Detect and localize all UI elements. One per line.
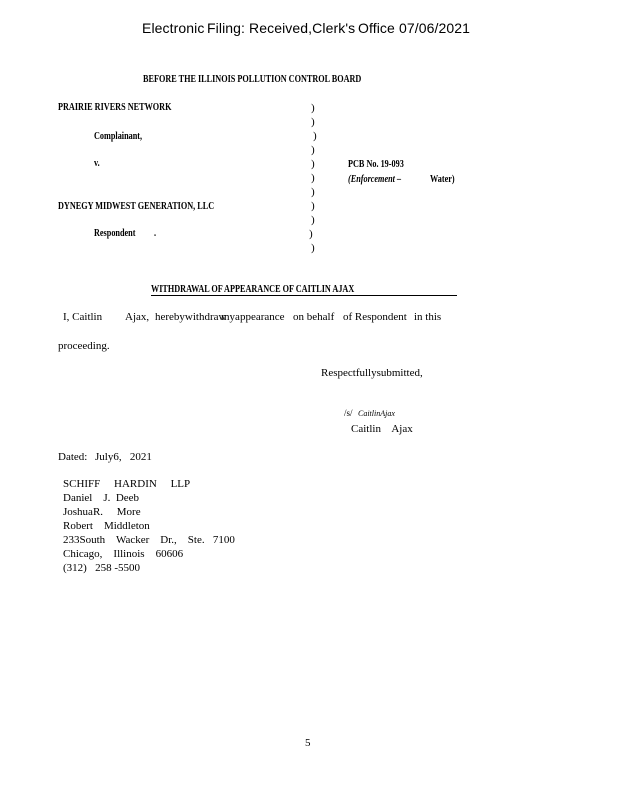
caption-paren: )	[311, 144, 315, 156]
city-address: Chicago, Illinois 60606	[63, 548, 184, 560]
body-word: Ajax,	[125, 311, 150, 323]
body-word: on behalf	[293, 311, 335, 323]
body-word: myappearance	[221, 311, 285, 323]
body-word: herebywithdraw	[155, 311, 227, 323]
respondent-name: DYNEGY MIDWEST GENERATION, LLC	[58, 201, 215, 212]
attorney-name: JoshuaR. More	[63, 506, 141, 518]
page-number: 5	[305, 737, 311, 749]
filing-header-electronic: Electronic	[142, 20, 205, 36]
caption-paren: )	[311, 172, 315, 184]
attorney-name: Robert Middleton	[63, 520, 150, 532]
filing-header-office: Office	[358, 20, 395, 36]
case-type-right: Water)	[430, 174, 455, 185]
complainant-name: PRAIRIE RIVERS NETWORK	[58, 102, 172, 113]
filing-header-filing: Filing:	[207, 20, 246, 36]
attorney-name: Daniel J. Deeb	[63, 492, 140, 504]
caption-paren: )	[311, 116, 315, 128]
street-address: 233South Wacker Dr., Ste. 7100	[63, 534, 235, 546]
body-word: of Respondent	[343, 311, 407, 323]
filing-header-date: 07/06/2021	[399, 20, 471, 36]
slash-s: /s/	[344, 408, 353, 418]
caption-paren: )	[313, 130, 317, 142]
filing-header-received-clerk: Received,Clerk's	[249, 20, 356, 36]
case-number: PCB No. 19-093	[348, 159, 404, 170]
document-title-underline	[151, 295, 457, 296]
signer-name: Caitlin Ajax	[351, 423, 413, 435]
caption-paren: )	[309, 228, 313, 240]
caption-paren: )	[311, 200, 315, 212]
complainant-role: Complainant,	[94, 131, 143, 142]
dated-label: Dated:	[58, 451, 88, 463]
body-word: in this	[414, 311, 442, 323]
document-title: WITHDRAWAL OF APPEARANCE OF CAITLIN AJAX	[151, 284, 355, 295]
caption-paren: )	[311, 242, 315, 254]
caption-paren: )	[311, 186, 315, 198]
caption-paren: )	[311, 102, 315, 114]
e-signature: CaitlinAjax	[358, 409, 395, 418]
caption-paren: )	[311, 214, 315, 226]
body-line-2: proceeding.	[58, 340, 110, 352]
body-word: I, Caitlin	[63, 311, 103, 323]
versus-label: v.	[94, 158, 100, 169]
board-title: BEFORE THE ILLINOIS POLLUTION CONTROL BOARD	[143, 74, 362, 85]
respondent-period: .	[154, 228, 157, 239]
respondent-role: Respondent	[94, 228, 136, 239]
dated-value: July6, 2021	[95, 451, 152, 463]
closing-text: Respectfullysubmitted,	[321, 367, 423, 379]
firm-name: SCHIFF HARDIN LLP	[63, 478, 191, 490]
phone-number: (312) 258 -5500	[63, 562, 140, 574]
case-type-left: (Enforcement –	[348, 174, 402, 185]
caption-paren: )	[311, 158, 315, 170]
